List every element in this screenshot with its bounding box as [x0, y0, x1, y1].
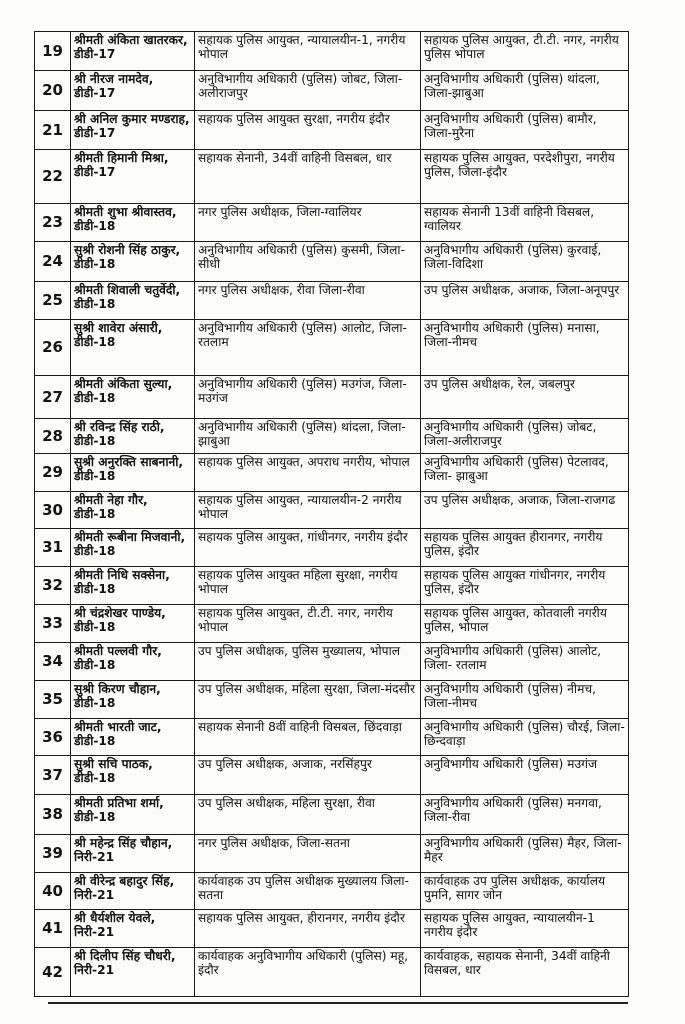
officer-name: श्री नीरज नामदेव, डीडी-17	[71, 71, 195, 111]
serial-number: 39	[35, 835, 71, 873]
officer-name: श्रीमती शिवाली चतुर्वेदी, डीडी-18	[71, 282, 195, 320]
serial-number: 25	[35, 282, 71, 320]
officer-name: सुश्री शावेरा अंसारी, डीडी-18	[71, 320, 195, 376]
officer-name: श्रीमती शुभा श्रीवास्तव, डीडी-18	[71, 204, 195, 242]
serial-number: 35	[35, 681, 71, 719]
serial-number: 27	[35, 376, 71, 419]
serial-number: 19	[35, 32, 71, 71]
officer-name: श्री धैर्यशील येवले, निरी-21	[71, 910, 195, 948]
current-posting: अनुविभागीय अधिकारी (पुलिस) आलोट, जिला- रतलाम	[195, 320, 421, 376]
officer-name: श्रीमती प्रतिभा शर्मा, डीडी-18	[71, 795, 195, 835]
serial-number: 26	[35, 320, 71, 376]
table-row	[35, 529, 629, 567]
transfer-table	[34, 31, 629, 997]
serial-number: 40	[35, 873, 71, 910]
new-posting: सहायक पुलिस आयुक्त, परदेशीपुरा, नगरीय पुलिस, जिला-इंदौर	[421, 150, 629, 204]
new-posting: सहायक पुलिस आयुक्त, टी.टी. नगर, नगरीय पुलिस भोपाल	[421, 32, 629, 71]
serial-number: 36	[35, 719, 71, 756]
serial-number: 38	[35, 795, 71, 835]
table-row	[35, 454, 629, 492]
current-posting: सहायक सेनानी 8वीं वाहिनी विसबल, छिंदवाड़ा	[195, 719, 421, 756]
serial-number: 20	[35, 71, 71, 111]
transfer-table-body	[35, 32, 629, 997]
new-posting: अनुविभागीय अधिकारी (पुलिस) मनगवा, जिला-रीवा	[421, 795, 629, 835]
table-row	[35, 320, 629, 376]
serial-number: 24	[35, 242, 71, 282]
serial-number: 32	[35, 567, 71, 605]
new-posting: अनुविभागीय अधिकारी (पुलिस) पेटलावद, जिला- झाबुआ	[421, 454, 629, 492]
current-posting: उप पुलिस अधीक्षक, अजाक, नरसिंहपुर	[195, 756, 421, 795]
table-row	[35, 795, 629, 835]
new-posting: उप पुलिस अधीक्षक, अजाक, जिला-राजगढ	[421, 492, 629, 529]
new-posting: सहायक पुलिस आयुक्त, न्यायालयीन-1 नगरीय इंदौर	[421, 910, 629, 948]
table-row	[35, 32, 629, 71]
officer-name: सुश्री सचि पाठक, डीडी-18	[71, 756, 195, 795]
officer-name: श्री चंद्रशेखर पाण्डेय, डीडी-18	[71, 605, 195, 643]
officer-name: श्री अनिल कुमार मण्डराह, डीडी-17	[71, 111, 195, 150]
officer-name: श्री वीरेन्द्र बहादुर सिंह, निरी-21	[71, 873, 195, 910]
serial-number: 31	[35, 529, 71, 567]
new-posting: उप पुलिस अधीक्षक, अजाक, जिला-अनूपपुर	[421, 282, 629, 320]
new-posting: कार्यवाहक उप पुलिस अधीक्षक, कार्यालय पुमनि, सागर जोन	[421, 873, 629, 910]
officer-name: श्री दिलीप सिंह चौधरी, निरी-21	[71, 948, 195, 997]
current-posting: कार्यवाहक उप पुलिस अधीक्षक मुख्यालय जिला-सतना	[195, 873, 421, 910]
new-posting: अनुविभागीय अधिकारी (पुलिस) नीमच, जिला-नीमच	[421, 681, 629, 719]
table-row	[35, 643, 629, 681]
serial-number: 33	[35, 605, 71, 643]
current-posting: नगर पुलिस अधीक्षक, जिला-सतना	[195, 835, 421, 873]
table-row	[35, 242, 629, 282]
new-posting: उप पुलिस अधीक्षक, रेल, जबलपुर	[421, 376, 629, 419]
table-row	[35, 835, 629, 873]
table-row	[35, 150, 629, 204]
table-row	[35, 376, 629, 419]
current-posting: सहायक पुलिस आयुक्त, गांधीनगर, नगरीय इंदौर	[195, 529, 421, 567]
table-row	[35, 419, 629, 454]
officer-name: श्री रविन्द्र सिंह राठी, डीडी-18	[71, 419, 195, 454]
current-posting: कार्यवाहक अनुविभागीय अधिकारी (पुलिस) महू, इंदौर	[195, 948, 421, 997]
officer-name: सुश्री किरण चौहान, डीडी-18	[71, 681, 195, 719]
table-row	[35, 756, 629, 795]
table-row	[35, 282, 629, 320]
current-posting: सहायक पुलिस आयुक्त, न्यायालयीन-1, नगरीय भोपाल	[195, 32, 421, 71]
new-posting: अनुविभागीय अधिकारी (पुलिस) कुरवाई, जिला-विदिशा	[421, 242, 629, 282]
table-row	[35, 605, 629, 643]
new-posting: अनुविभागीय अधिकारी (पुलिस) जोबट, जिला-अलीराजपुर	[421, 419, 629, 454]
officer-name: श्रीमती अंकिता सुल्या, डीडी-18	[71, 376, 195, 419]
new-posting: सहायक पुलिस आयुक्त, कोतवाली नगरीय पुलिस, भोपाल	[421, 605, 629, 643]
current-posting: सहायक पुलिस आयुक्त, न्यायालयीन-2 नगरीय भोपाल	[195, 492, 421, 529]
serial-number: 21	[35, 111, 71, 150]
current-posting: अनुविभागीय अधिकारी (पुलिस) मउगंज, जिला-मउगंज	[195, 376, 421, 419]
current-posting: सहायक पुलिस आयुक्त सुरक्षा, नगरीय इंदौर	[195, 111, 421, 150]
officer-name: श्रीमती भारती जाट, डीडी-18	[71, 719, 195, 756]
new-posting: अनुविभागीय अधिकारी (पुलिस) थांदला, जिला-झाबुआ	[421, 71, 629, 111]
current-posting: अनुविभागीय अधिकारी (पुलिस) कुसमी, जिला-सीधी	[195, 242, 421, 282]
current-posting: नगर पुलिस अधीक्षक, रीवा जिला-रीवा	[195, 282, 421, 320]
table-row	[35, 681, 629, 719]
serial-number: 30	[35, 492, 71, 529]
serial-number: 29	[35, 454, 71, 492]
table-row	[35, 873, 629, 910]
new-posting: अनुविभागीय अधिकारी (पुलिस) आलोट, जिला- रतलाम	[421, 643, 629, 681]
table-row	[35, 71, 629, 111]
officer-name: श्री महेन्द्र सिंह चौहान, निरी-21	[71, 835, 195, 873]
new-posting: अनुविभागीय अधिकारी (पुलिस) मनासा, जिला-नीमच	[421, 320, 629, 376]
officer-name: श्रीमती नेहा गौर, डीडी-18	[71, 492, 195, 529]
current-posting: उप पुलिस अधीक्षक, महिला सुरक्षा, जिला-मंदसौर	[195, 681, 421, 719]
current-posting: सहायक पुलिस आयुक्त, टी.टी. नगर, नगरीय भोपाल	[195, 605, 421, 643]
current-posting: अनुविभागीय अधिकारी (पुलिस) थांदला, जिला-झाबुआ	[195, 419, 421, 454]
current-posting: उप पुलिस अधीक्षक, पुलिस मुख्यालय, भोपाल	[195, 643, 421, 681]
serial-number: 22	[35, 150, 71, 204]
page-bottom-rule	[48, 1002, 628, 1004]
officer-name: श्रीमती हिमानी मिश्रा, डीडी-17	[71, 150, 195, 204]
serial-number: 28	[35, 419, 71, 454]
table-row	[35, 910, 629, 948]
new-posting: अनुविभागीय अधिकारी (पुलिस) चौरई, जिला- छिन्दवाड़ा	[421, 719, 629, 756]
officer-name: सुश्री अनुरक्ति साबनानी, डीडी-18	[71, 454, 195, 492]
current-posting: उप पुलिस अधीक्षक, महिला सुरक्षा, रीवा	[195, 795, 421, 835]
new-posting: सहायक सेनानी 13वीं वाहिनी विसबल, ग्वालियर	[421, 204, 629, 242]
serial-number: 41	[35, 910, 71, 948]
table-row	[35, 719, 629, 756]
table-row	[35, 492, 629, 529]
serial-number: 34	[35, 643, 71, 681]
officer-name: श्रीमती निधि सक्सेना, डीडी-18	[71, 567, 195, 605]
table-row	[35, 204, 629, 242]
officer-name: श्रीमती अंकिता खातरकर, डीडी-17	[71, 32, 195, 71]
current-posting: नगर पुलिस अधीक्षक, जिला-ग्वालियर	[195, 204, 421, 242]
new-posting: अनुविभागीय अधिकारी (पुलिस) मउगंज	[421, 756, 629, 795]
current-posting: सहायक सेनानी, 34वीं वाहिनी विसबल, धार	[195, 150, 421, 204]
officer-name: श्रीमती पल्लवी गौर, डीडी-18	[71, 643, 195, 681]
new-posting: अनुविभागीय अधिकारी (पुलिस) मैहर, जिला-मैहर	[421, 835, 629, 873]
current-posting: सहायक पुलिस आयुक्त, हीरानगर, नगरीय इंदौर	[195, 910, 421, 948]
new-posting: सहायक पुलिस आयुक्त गांधीनगर, नगरीय पुलिस, इंदौर	[421, 567, 629, 605]
serial-number: 42	[35, 948, 71, 997]
serial-number: 23	[35, 204, 71, 242]
current-posting: अनुविभागीय अधिकारी (पुलिस) जोबट, जिला-अलीराजपुर	[195, 71, 421, 111]
table-row	[35, 567, 629, 605]
table-row	[35, 111, 629, 150]
serial-number: 37	[35, 756, 71, 795]
table-row	[35, 948, 629, 997]
new-posting: सहायक पुलिस आयुक्त हीरानगर, नगरीय पुलिस, इंदौर	[421, 529, 629, 567]
current-posting: सहायक पुलिस आयुक्त, अपराध नगरीय, भोपाल	[195, 454, 421, 492]
current-posting: सहायक पुलिस आयुक्त महिला सुरक्षा, नगरीय भोपाल	[195, 567, 421, 605]
new-posting: कार्यवाहक, सहायक सेनानी, 34वीं वाहिनी विसबल, धार	[421, 948, 629, 997]
officer-name: श्रीमती रूबीना मिजवानी, डीडी-18	[71, 529, 195, 567]
new-posting: अनुविभागीय अधिकारी (पुलिस) बामौर, जिला-मुरैना	[421, 111, 629, 150]
officer-name: सुश्री रोशनी सिंह ठाकुर, डीडी-18	[71, 242, 195, 282]
